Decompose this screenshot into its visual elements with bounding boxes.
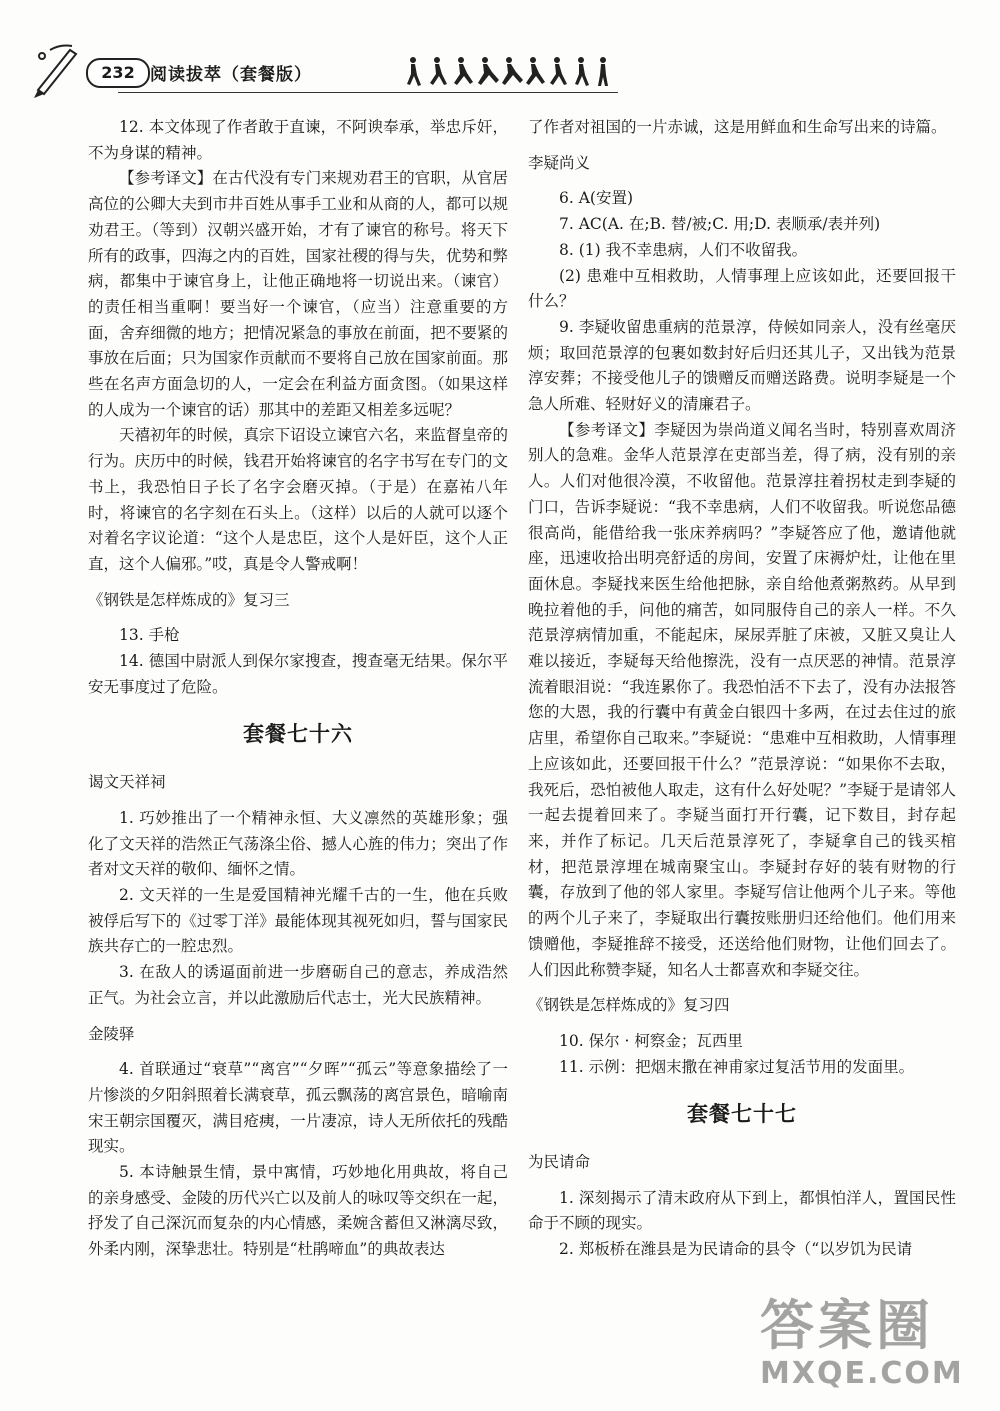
watermark-url: MXQE.COM bbox=[760, 1356, 964, 1391]
answer-l8a: 8. (1) 我不幸患病，人们不收留我。 bbox=[559, 240, 808, 259]
section-title-review-4: 《钢铁是怎样炼成的》复习四 bbox=[528, 996, 730, 1015]
section-title-li-yi: 李疑尚义 bbox=[528, 153, 591, 172]
watermark-logo-text: 答案圈 bbox=[760, 1294, 934, 1357]
right-column bbox=[528, 115, 956, 1263]
answer-j4: 4. 首联通过“衰草”“离宫”“夕晖”“孤云”等意象描绘了一片惨淡的夕阳斜照着长满衰草，孤云飘荡的离宫景色，暗喻南宋王朝宗国覆灭，满目疮痍，一片凄凉，诗人无所依托的残酷现实。 bbox=[88, 1060, 508, 1156]
answer-w3: 3. 在敌人的诱逼面前进一步磨砺自己的意志，养成浩然正气。为社会立言，并以此激励后代志士，光大民族精神。 bbox=[88, 963, 508, 1007]
answer-13: 13. 手枪 bbox=[119, 626, 180, 645]
answer-l9: 9. 李疑收留患重病的范景淳，侍候如同亲人，没有丝毫厌烦；取回范景淳的包裹如数封好后归还其儿子，又出钱为范景淳安葬；不接受他儿子的馈赠反而赠送路费。说明李疑是一个急人所难、轻财好义的清廉君子。 bbox=[528, 317, 956, 414]
section-title-wei-min: 为民请命 bbox=[528, 1153, 591, 1172]
set-title-77: 套餐七十七 bbox=[687, 1102, 797, 1127]
set-title-76: 套餐七十六 bbox=[243, 722, 353, 747]
section-title-jinling: 金陵驿 bbox=[88, 1024, 135, 1043]
reference-translation-1: 【参考译文】在古代没有专门来规劝君王的官职，从官居高位的公卿大夫到市井百姓从事手工业和从商的人，都可以规劝君王。（等到）汉朝兴盛开始，才有了谏官的称号。将天下所有的政事，四海之内的百姓，国家社稷的得与失，优势和弊病，都集中于谏官身上，让他正确地将一切说出来。（谏官）的责任相当重啊！要当好一个谏官，（应当）注意重要的方面，舍弃细微的地方；把情况紧急的事放在前面，把不要紧的事放在后面；只为国家作贡献而不要将自己放在国家前面。那些在名声方面急切的人，一定会在利益方面贪图。（如果这样的人成为一个谏官的话）那其中的差距又相差多远呢？ bbox=[88, 169, 508, 419]
reference-translation-2: 天禧初年的时候，真宗下诏设立谏官六名，来监督皇帝的行为。庆历中的时候，钱君开始将谏官的名字书写在专门的文书上，我恐怕日子长了名字会磨灭掉。（于是）在嘉祐八年时，将谏官的名字刻在石头上。（这样）以后的人就可以逐个对着名字议论道：“这个人是忠臣，这个人是奸臣，这个人正直，这个人偏邪。”哎，真是令人警戒啊！ bbox=[88, 426, 508, 573]
answer-12: 12. 本文体现了作者敢于直谏，不阿谀奉承，举忠斥奸，不为身谋的精神。 bbox=[88, 118, 508, 162]
answer-14: 14. 德国中尉派人到保尔家搜查，搜查毫无结果。保尔平安无事度过了危险。 bbox=[88, 652, 508, 696]
continued-text: 了作者对祖国的一片赤诚，这是用鲜血和生命写出来的诗篇。 bbox=[528, 118, 947, 136]
answer-m1: 1. 深刻揭示了清末政府从下到上，都惧怕洋人，置国民性命于不顾的现实。 bbox=[528, 1188, 956, 1233]
page-header bbox=[30, 40, 610, 100]
answer-l6: 6. A(安置) bbox=[559, 189, 634, 208]
answer-j5: 5. 本诗触景生情，景中寓情，巧妙地化用典故，将自己的亲身感受、金陵的历代兴亡以及前人的咏叹等交织在一起，抒发了自己深沉而复杂的内心情感，柔婉含蓄但又淋漓尽致，外柔内刚，深挚悲壮。特别是“杜鹃啼血”的典故表达 bbox=[88, 1163, 508, 1259]
answer-l7: 7. AC(A. 在;B. 替/被;C. 用;D. 表顺承/表并列) bbox=[559, 215, 881, 234]
pen-logo-icon bbox=[30, 40, 90, 100]
reference-translation-3: 【参考译文】李疑因为崇尚道义闻名当时，特别喜欢周济别人的急难。金华人范景淳在吏部当差，得了病，没有别的亲人。人们对他很冷漠，不收留他。范景淳拄着拐杖走到李疑的门口，告诉李疑说：“我不幸患病，人们不收留我。听说您品德很高尚，能借给我一张床养病吗？”李疑答应了他，邀请他就座，迅速收拾出明亮舒适的房间，安置了床褥炉灶，让他在里面休息。李疑找来医生给他把脉，亲自给他煮粥熬药。从早到晚拉着他的手，问他的痛苦，如同服侍自己的亲人一样。不久范景淳病情加重，不能起床，屎尿弄脏了床被，又脏又臭让人难以接近，李疑每天给他擦洗，没有一点厌恶的神情。范景淳流着眼泪说：“我连累你了。我恐怕活不下去了，没有办法报答您的大恩，我的行囊中有黄金白银四十多两，在过去住过的旅店里，希望你自己取来。”李疑说：“患难中互相救助，人情事理上应该如此，还要回报干什么？”范景淳说：“如果你不去取，我死后，恐怕被他人取走，这有什么好处呢？”李疑于是请邻人一起去提着回来了。李疑当面打开行囊，记下数目，封存起来，并作了标记。几天后范景淳死了，李疑拿自己的钱买棺材，把范景淳埋在城南聚宝山。李疑封存好的装有财物的行囊，存放到了他的邻人家里。李疑写信让他两个儿子来。等他的两个儿子来了，李疑取出行囊按账册归还给他们。他们用来馈赠他，李疑推辞不接受，还送给他们财物，让他们回去了。人们因此称赞李疑，知名人士都喜欢和李疑交往。 bbox=[528, 420, 956, 979]
left-column bbox=[88, 115, 508, 1263]
header-rule bbox=[118, 92, 618, 93]
answer-l8b: (2) 患难中互相救助，人情事理上应该如此，还要回报干什么？ bbox=[528, 266, 956, 311]
answer-w2: 2. 文天祥的一生是爱国精神光耀千古的一生，他在兵败被俘后写下的《过零丁洋》最能体现其视死如归，誓与国家民族共存亡的一腔忠烈。 bbox=[88, 885, 508, 956]
watermark bbox=[760, 1283, 980, 1403]
page-number: 232 bbox=[86, 58, 150, 88]
section-title-wen-tianxiang: 谒文天祥祠 bbox=[88, 773, 166, 792]
section-title-review-3: 《钢铁是怎样炼成的》复习三 bbox=[88, 590, 290, 609]
answer-g11: 11. 示例：把烟末撒在神甫家过复活节用的发面里。 bbox=[559, 1057, 915, 1076]
runners-decoration-icon bbox=[405, 55, 615, 89]
answer-g10: 10. 保尔 · 柯察金；瓦西里 bbox=[559, 1031, 743, 1050]
answer-w1: 1. 巧妙推出了一个精神永恒、大义凛然的英雄形象；强化了文天祥的浩然正气荡涤尘俗、撼人心旌的伟力；突出了作者对文天祥的敬仰、缅怀之情。 bbox=[88, 808, 508, 879]
book-title: 阅读拔萃（套餐版） bbox=[150, 65, 312, 85]
answer-m2: 2. 郑板桥在潍县是为民请命的县令（“以岁饥为民请 bbox=[559, 1240, 913, 1259]
